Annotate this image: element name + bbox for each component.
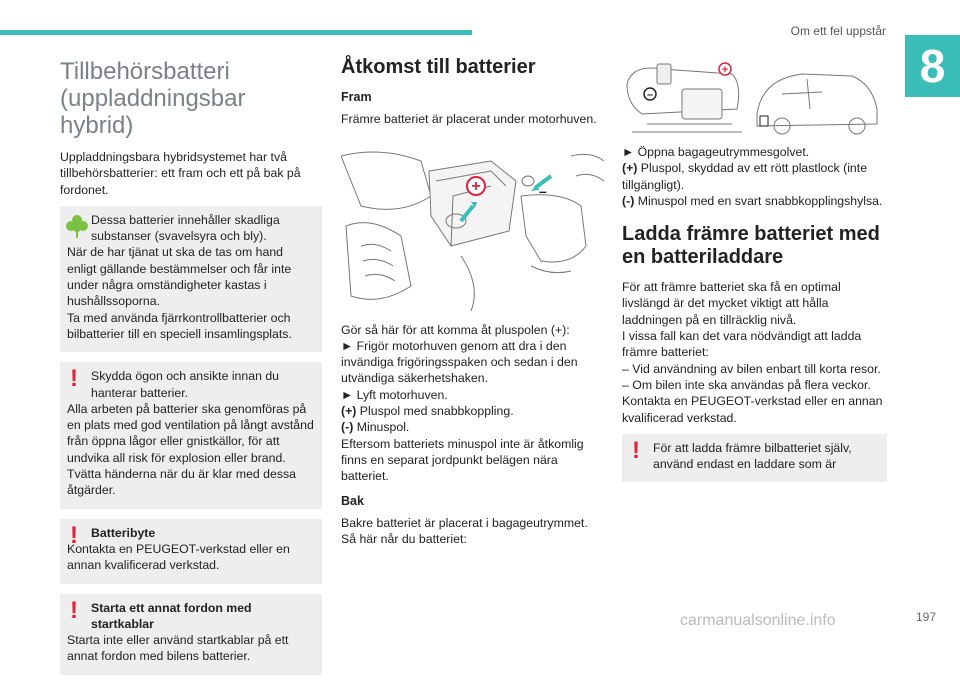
warning-icon: ! xyxy=(70,365,78,393)
section-title: Om ett fel uppstår xyxy=(790,24,886,38)
charging-p1: För att främre batteriet ska få en optimal livslängd är det mycket viktigt att hålla laddningen på en tillräcklig nivå. xyxy=(622,280,841,327)
ground-point-text: Eftersom batteriets minuspol inte är åtkomlig finns en separat jordpunkt belägen nära batteriet. xyxy=(341,436,584,484)
minus-marker: – xyxy=(539,182,547,199)
section-heading-charging: Ladda främre batteriet med en batteriladdare xyxy=(622,223,880,269)
rear-minus-desc xyxy=(622,193,887,209)
minus-pole-desc xyxy=(341,419,604,435)
step-release-hood: ► Frigör motorhuven genom att dra i den invändiga frigöringsspaken och sedan i den utvändiga säkerhetshaken. xyxy=(341,338,578,386)
warning-icon: ! xyxy=(70,521,78,549)
engine-bay-drawing xyxy=(341,136,604,316)
rear-minus-marker: – xyxy=(646,89,654,101)
warning-jumpstart-heading: Starta ett annat fordon med startkablar xyxy=(91,600,252,631)
plus-marker: + xyxy=(471,177,481,195)
environment-note xyxy=(60,206,322,352)
chapter-badge: 8 xyxy=(905,35,960,97)
rear-battery-illustration xyxy=(622,54,887,134)
middle-column xyxy=(341,56,604,555)
warning-charger-text: För att ladda främre bilbatteriet själv, använd endast en laddare som är xyxy=(653,440,852,472)
env-note-first: Dessa batterier innehåller skadliga substanser (svavelsyra och bly). xyxy=(91,212,280,244)
env-note-line3: Ta med använda fjärrkontrollbatterier och bilbatterier till en speciell insamlingsplats. xyxy=(67,310,292,341)
intro-text: Uppladdningsbara hybridsystemet har två tillbehörsbatterier: ett fram och ett på bak på fordonet. xyxy=(60,150,301,197)
section-heading-access: Åtkomst till batterier xyxy=(341,56,536,78)
warning-box-jumpstart xyxy=(60,594,322,675)
warning-icon: ! xyxy=(632,436,640,464)
step-lift-hood: ► Lyft motorhuven. xyxy=(341,387,448,402)
rear-minus-text: Minuspol med en svart snabbkopplingshylsa. xyxy=(634,193,883,208)
rear-plus-desc xyxy=(622,160,887,193)
engine-bay-illustration xyxy=(341,136,604,316)
charging-p2: I vissa fall kan det vara nödvändigt att ladda främre batteriet: xyxy=(622,329,862,360)
rear-plus-text: Pluspol, skyddad av ett rött plastlock (inte tillgängligt). xyxy=(622,161,868,192)
warning-box-eyes xyxy=(60,362,322,508)
charging-li2: – Om bilen inte ska användas på flera veckor. xyxy=(622,377,871,392)
plus-text: Pluspol med snabbkoppling. xyxy=(356,404,514,419)
step-open-floor: ► Öppna bagageutrymmesgolvet. xyxy=(622,145,810,159)
plus-pole-intro: Gör så här för att komma åt pluspolen (+): xyxy=(341,322,570,337)
rear-battery-drawing xyxy=(622,54,887,139)
page-title: Tillbehörsbatteri (uppladdningsbar hybrid) xyxy=(60,58,246,139)
subheading-rear: Bak xyxy=(341,493,364,508)
warning-jumpstart-text: Starta inte eller använd startkablar på ett annat fordon med bilens batterier. xyxy=(67,633,289,664)
top-accent-bar xyxy=(0,30,472,35)
minus-text: Minuspol. xyxy=(353,420,410,435)
rear-minus-label: (-) xyxy=(622,193,635,208)
warning-eyes-first: Skydda ögon och ansikte innan du hanterar batterier. xyxy=(91,369,280,400)
warning-box-replacement xyxy=(60,519,322,584)
rear-plus-label: (+) xyxy=(622,161,638,176)
minus-label: (-) xyxy=(341,420,354,435)
warning-box-charger xyxy=(622,434,887,483)
environment-leaf-icon xyxy=(66,214,88,238)
right-column xyxy=(622,56,887,492)
env-note-line2: När de har tjänat ut ska de tas om hand enligt gällande bestämmelser och får inte under några omständigheter kastas i hushållssoporna. xyxy=(67,245,292,309)
left-column xyxy=(60,56,322,685)
page-number: 197 xyxy=(915,610,936,624)
watermark: carmanualsonline.info xyxy=(680,612,836,629)
charging-li1: – Vid användning av bilen enbart till korta resor. xyxy=(622,361,881,376)
warning-icon: ! xyxy=(70,596,78,624)
warning-replacement-text: Kontakta en PEUGEOT-verkstad eller en annan kvalificerad verkstad. xyxy=(67,541,290,573)
charging-p3: Kontakta en PEUGEOT-verkstad eller en annan kvalificerad verkstad. xyxy=(622,394,883,425)
rear-plus-marker: + xyxy=(721,64,729,76)
plus-label: (+) xyxy=(341,404,357,419)
rear-battery-text: Bakre batteriet är placerat i bagageutrymmet. Så här når du batteriet: xyxy=(341,515,588,547)
plus-pole-desc xyxy=(341,403,604,419)
warning-replacement-heading: Batteribyte xyxy=(91,525,156,540)
front-battery-text: Främre batteriet är placerat under motorhuven. xyxy=(341,112,597,127)
subheading-front: Fram xyxy=(341,90,372,104)
warning-eyes-rest: Alla arbeten på batterier ska genomföras på en plats med god ventilation på långt avstånd från öppna lågor eller gnistkällor, för att undvika all risk för explosion eller brand. Tvätta händerna när du är klar med dessa åtgärder. xyxy=(67,401,314,498)
